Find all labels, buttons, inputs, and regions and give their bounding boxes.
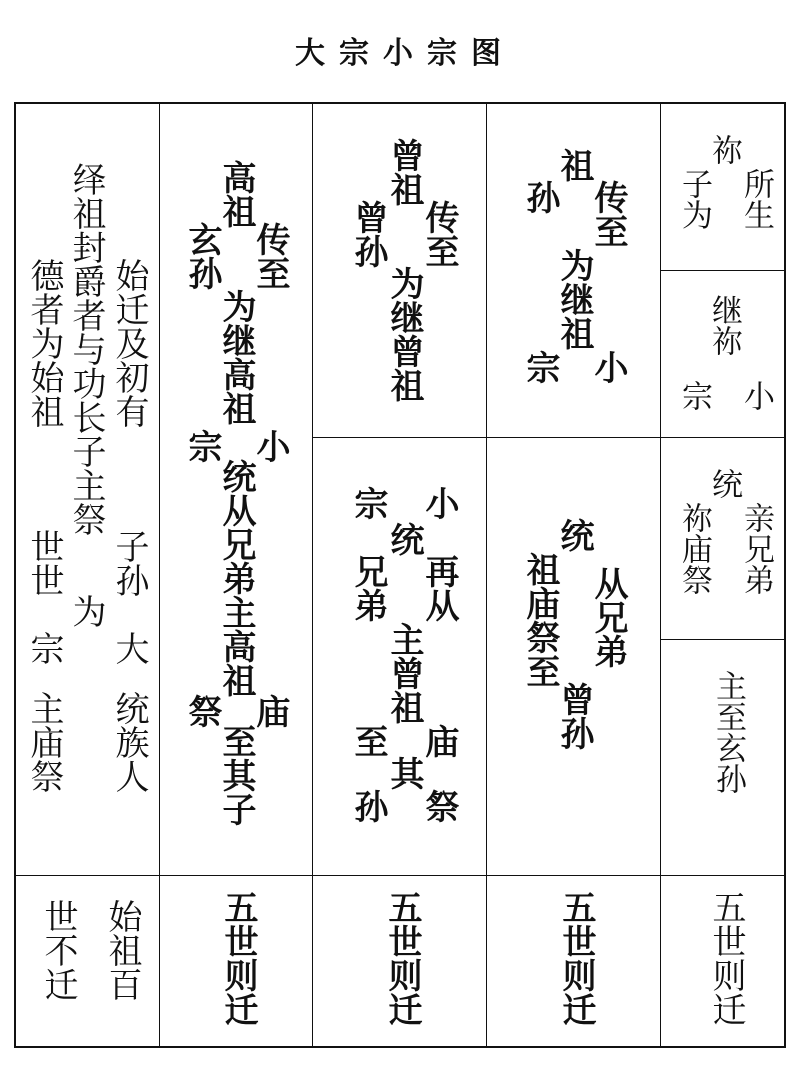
col2-text: 玄孙	[182, 222, 222, 290]
col3-text: 曾孙	[348, 200, 388, 268]
col5-text: 子为	[676, 168, 712, 230]
col3-text: 传至	[419, 200, 459, 268]
col3-text: 祭	[419, 789, 459, 823]
clan-chart-table	[14, 102, 786, 1048]
row-divider-col5	[660, 639, 784, 640]
col3-text: 兄弟	[348, 554, 388, 622]
col5-text: 亲兄弟	[738, 502, 774, 595]
page-title: 大宗小宗图	[295, 36, 515, 71]
col3-text: 至	[348, 724, 388, 758]
col4-text: 孙	[520, 180, 560, 214]
col1-footer: 世不迁	[38, 899, 78, 1001]
row-divider-bottom	[16, 875, 784, 876]
col1-footer: 始祖百	[102, 899, 142, 1001]
col5-text: 祢庙祭	[676, 502, 712, 595]
col3-text: 再从	[419, 554, 459, 622]
col5-text: 宗	[676, 380, 712, 411]
col1-text: 德者为始祖	[24, 258, 64, 428]
col4-text: 曾孙	[554, 682, 594, 750]
col1-text: 大	[109, 631, 149, 665]
col3-text: 主曾祖	[384, 622, 424, 724]
col2-text: 高祖	[216, 160, 256, 228]
col4-text: 统	[554, 518, 594, 552]
col1-text: 主庙祭	[24, 691, 64, 793]
col2-text: 宗	[182, 429, 222, 463]
col5-text: 所生	[738, 168, 774, 230]
column-divider	[312, 104, 313, 1046]
col2-text: 庙	[250, 694, 290, 728]
row-divider-col5	[660, 270, 784, 271]
col5-text: 继祢	[706, 294, 742, 356]
col4-text: 为继祖	[554, 248, 594, 350]
col4-footer: 五世则迁	[556, 890, 596, 1026]
col4-text: 从兄弟	[588, 566, 628, 668]
col4-text: 传至	[588, 180, 628, 248]
col1-text: 为	[66, 594, 106, 628]
col4-text: 祖	[554, 148, 594, 182]
col2-footer: 五世则迁	[218, 890, 258, 1026]
col1-text: 始迁及初有	[109, 258, 149, 428]
col5-text: 祢	[706, 134, 742, 165]
row-divider-col5	[660, 437, 784, 438]
col3-footer: 五世则迁	[382, 890, 422, 1026]
col5-text: 小	[738, 380, 774, 411]
col3-text: 为继曾祖	[384, 266, 424, 402]
col1-text: 统族人	[109, 691, 149, 793]
col2-text: 为继高祖	[216, 289, 256, 425]
col1-text: 绎祖封爵者与功长子主祭	[66, 162, 106, 536]
row-divider-middle	[312, 437, 660, 438]
col3-text: 庙	[419, 724, 459, 758]
col5-footer: 五世则迁	[706, 890, 746, 1026]
col2-text: 祭	[182, 694, 222, 728]
col3-text: 曾祖	[384, 138, 424, 206]
col2-text: 至其子	[216, 724, 256, 826]
col3-text: 孙	[348, 789, 388, 823]
col2-text: 传至	[250, 222, 290, 290]
col2-text: 小	[250, 429, 290, 463]
column-divider	[486, 104, 487, 1046]
col1-text: 宗	[24, 631, 64, 665]
column-divider	[660, 104, 661, 1046]
col3-text: 宗	[348, 486, 388, 520]
column-divider	[159, 104, 160, 1046]
col5-text: 主至玄孙	[710, 670, 746, 794]
col1-text: 子孙	[109, 529, 149, 597]
col4-text: 宗	[520, 350, 560, 384]
col3-text: 小	[419, 486, 459, 520]
col1-text: 世世	[24, 529, 64, 597]
col4-text: 小	[588, 350, 628, 384]
col2-text: 统从兄弟主高祖	[216, 459, 256, 697]
col5-text: 统	[706, 468, 742, 499]
col3-text: 其	[384, 756, 424, 790]
col3-text: 统	[384, 522, 424, 556]
col4-text: 祖庙祭至	[520, 552, 560, 688]
